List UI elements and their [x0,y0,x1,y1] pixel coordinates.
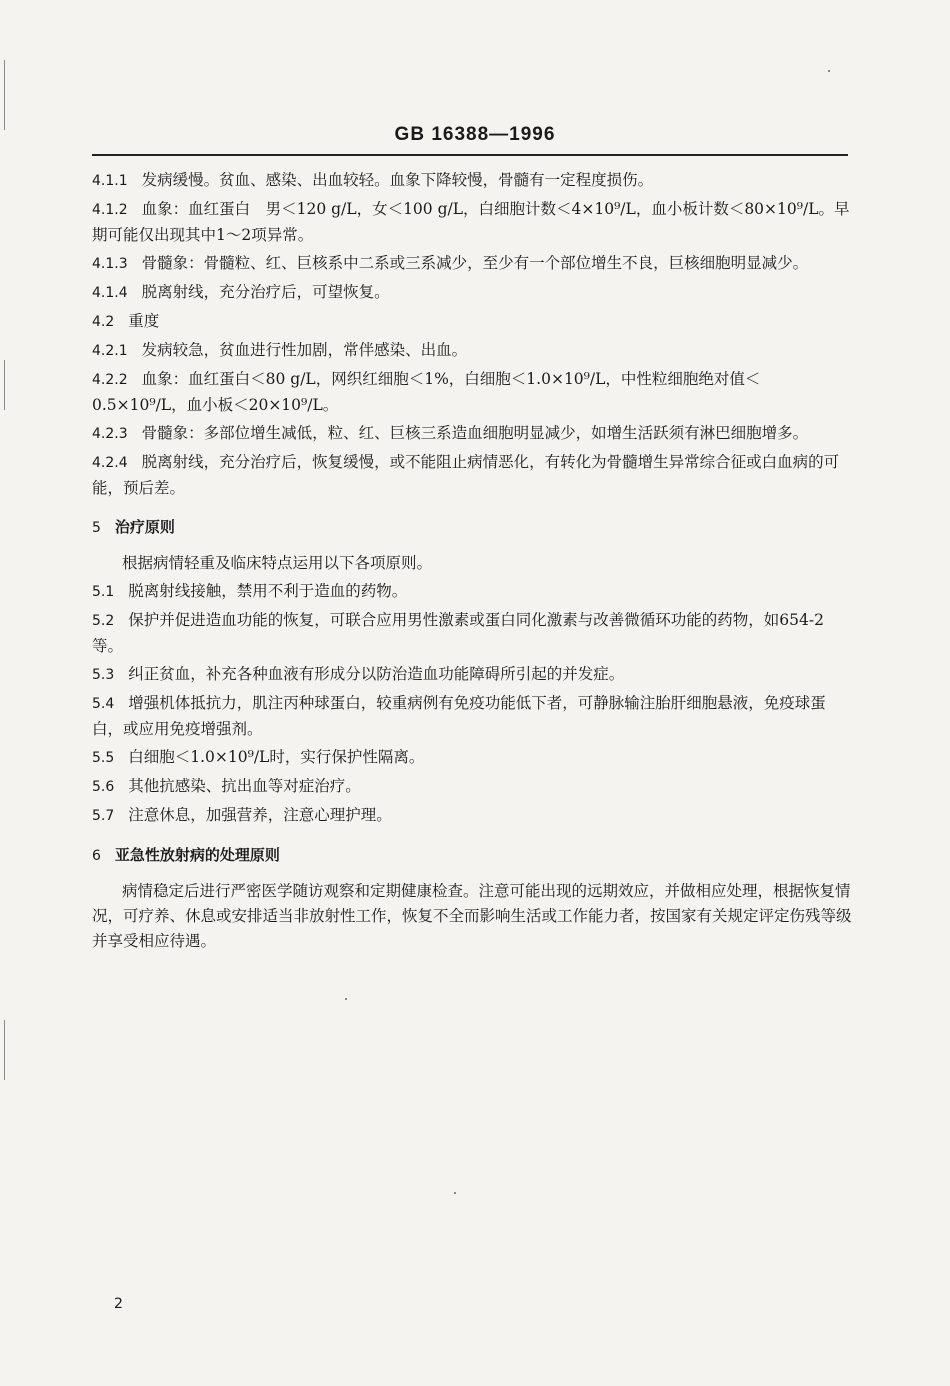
paragraph-4-2-1 [92,338,852,364]
clause-text: 血象：血红蛋白＜80 g/L，网织红细胞＜1%，白细胞＜1.0×10⁹/L，中性粒细胞绝对值＜0.5×10⁹/L，血小板＜20×10⁹/L。 [92,370,761,414]
clause-text: 脱离射线，充分治疗后，可望恢复。 [141,283,390,301]
document-body [92,168,852,957]
clause-text: 保护并促进造血功能的恢复，可联合应用男性激素或蛋白同化激素与改善微循环功能的药物，如654-2等。 [92,611,824,655]
section-title: 治疗原则 [114,518,175,536]
clause-number: 5.3 [92,667,115,683]
paragraph-4-2-3 [92,421,852,447]
clause-number: 4.1.3 [92,256,128,272]
scan-edge-mark [4,1020,5,1080]
clause-text: 骨髓象：骨髓粒、红、巨核系中二系或三系减少，至少有一个部位增生不良，巨核细胞明显减少。 [141,254,809,272]
clause-number: 5.4 [92,696,115,712]
paragraph-5-1 [92,579,852,605]
clause-number: 4.2.1 [92,343,128,359]
clause-number: 4.1.4 [92,285,128,301]
paragraph-4-1-3 [92,251,852,277]
clause-text: 其他抗感染、抗出血等对症治疗。 [128,777,361,795]
paragraph-5-6 [92,774,852,800]
clause-number: 4.1.2 [92,202,128,218]
clause-number: 5.7 [92,808,115,824]
clause-text: 发病较急，贫血进行性加剧，常伴感染、出血。 [141,341,468,359]
clause-number: 4.2 [92,314,115,330]
clause-text: 重度 [128,312,160,330]
scan-edge-mark [4,60,5,130]
clause-text: 增强机体抵抗力，肌注丙种球蛋白，较重病例有免疫功能低下者，可静脉输注胎肝细胞悬液，免疫球蛋白，或应用免疫增强剂。 [92,694,826,738]
scan-speck [828,70,830,72]
clause-number: 4.2.3 [92,426,128,442]
clause-text: 纠正贫血，补充各种血液有形成分以防治造血功能障碍所引起的并发症。 [128,665,625,683]
paragraph-4-1-4 [92,280,852,306]
clause-text: 注意休息，加强营养，注意心理护理。 [128,806,392,824]
clause-number: 4.2.2 [92,372,128,388]
paragraph-4-2 [92,309,852,335]
clause-text: 脱离射线接触，禁用不利于造血的药物。 [128,582,408,600]
paragraph-5-5 [92,745,852,771]
clause-text: 发病缓慢。贫血、感染、出血较轻。血象下降较慢，骨髓有一定程度损伤。 [141,171,654,189]
clause-number: 5.1 [92,584,115,600]
page-header: GB 16388—1996 [394,124,556,145]
paragraph-4-2-2 [92,367,852,418]
paragraph-5-7 [92,803,852,829]
scan-edge-mark [4,360,5,410]
clause-number: 4.1.1 [92,173,128,189]
header-rule [92,154,848,156]
clause-text: 白细胞＜1.0×10⁹/L时，实行保护性隔离。 [128,748,425,766]
section-heading-6 [92,843,852,869]
section-number: 5 [92,520,101,536]
page-number: 2 [114,1296,123,1312]
paragraph-5-2 [92,608,852,659]
scan-speck [345,998,347,1000]
clause-number: 5.2 [92,613,115,629]
section-6-body: 病情稳定后进行严密医学随访观察和定期健康检查。注意可能出现的远期效应，并做相应处理，根据恢复情况，可疗养、休息或安排适当非放射性工作，恢复不全而影响生活或工作能力者，按国家有关规定评定伤残等级并享受相应待遇。 [92,882,852,950]
scan-speck [454,1192,456,1194]
clause-number: 4.2.4 [92,455,128,471]
clause-number: 5.5 [92,750,115,766]
paragraph-4-1-2 [92,197,852,248]
section-number: 6 [92,848,101,864]
paragraph-4-2-4 [92,450,852,501]
section-5-intro: 根据病情轻重及临床特点运用以下各项原则。 [122,554,433,572]
clause-number: 5.6 [92,779,115,795]
section-title: 亚急性放射病的处理原则 [114,846,280,864]
paragraph-5-4 [92,691,852,742]
clause-text: 脱离射线，充分治疗后，恢复缓慢，或不能阻止病情恶化，有转化为骨髓增生异常综合征或白血病的可能，预后差。 [92,453,840,497]
paragraph-5-3 [92,662,852,688]
paragraph-4-1-1 [92,168,852,194]
section-heading-5 [92,515,852,541]
clause-text: 骨髓象：多部位增生减低，粒、红、巨核三系造血细胞明显减少，如增生活跃须有淋巴细胞增多。 [141,424,809,442]
clause-text: 血象：血红蛋白 男＜120 g/L，女＜100 g/L，白细胞计数＜4×10⁹/L，血小板计数＜80×10⁹/L。早期可能仅出现其中1～2项异常。 [92,200,850,244]
